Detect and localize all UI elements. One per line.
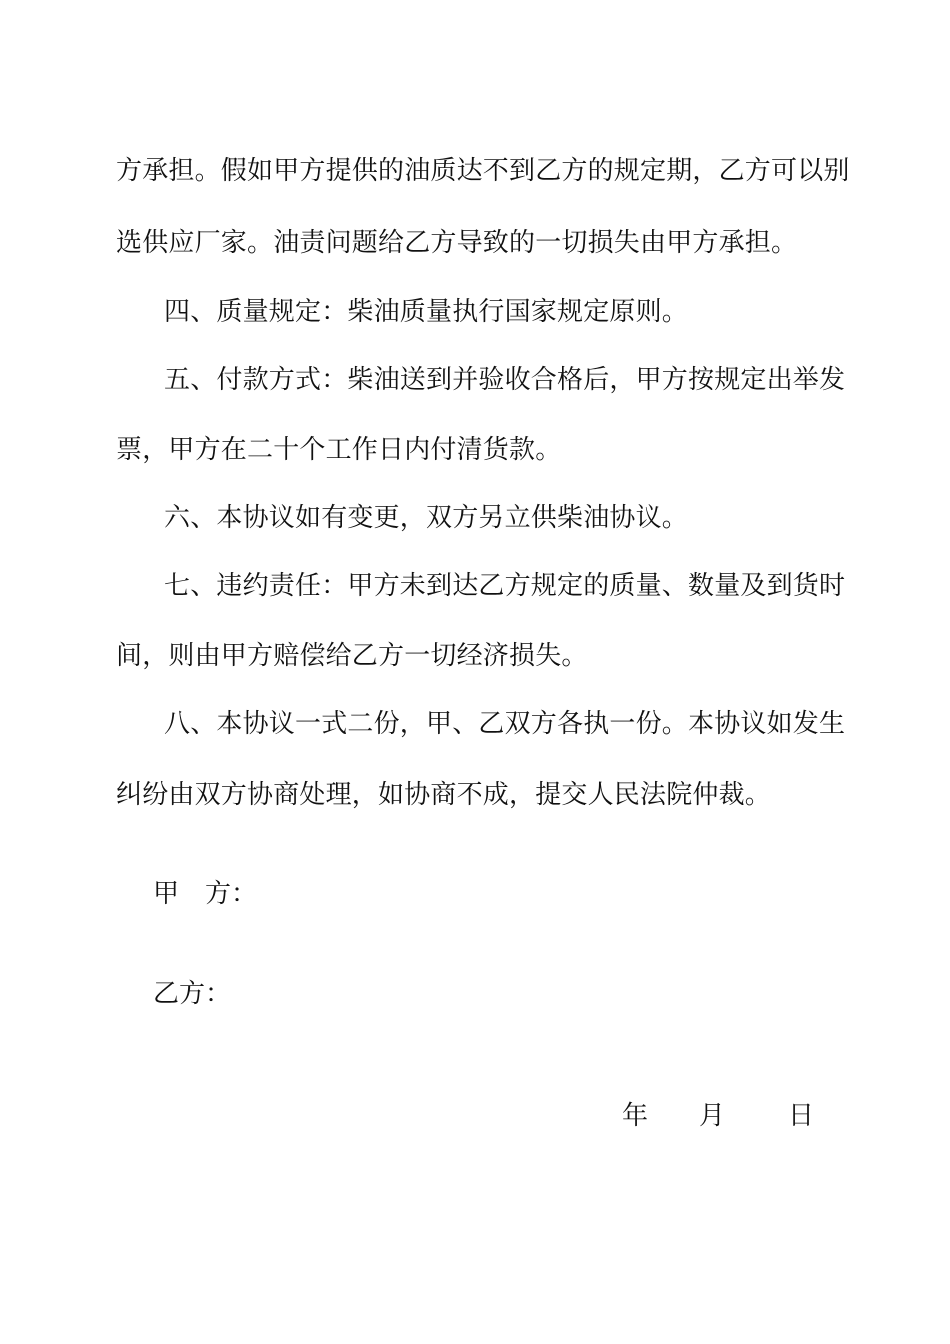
clause-payment: 五、付款方式：柴油送到并验收合格后，甲方按规定出举发 xyxy=(164,365,846,395)
party-a-signature-label: 甲 方： xyxy=(153,879,258,909)
paragraph-line: 选供应厂家。油责问题给乙方导致的一切损失由甲方承担。 xyxy=(116,228,798,258)
clause-quality: 四、质量规定：柴油质量执行国家规定原则。 xyxy=(164,297,689,327)
paragraph-line: 间，则由甲方赔偿给乙方一切经济损失。 xyxy=(116,641,588,671)
clause-breach: 七、违约责任：甲方未到达乙方规定的质量、数量及到货时 xyxy=(164,571,846,601)
paragraph-line: 纠纷由双方协商处理，如协商不成，提交人民法院仲裁。 xyxy=(116,780,772,810)
clause-copies: 八、本协议一式二份，甲、乙双方各执一份。本协议如发生 xyxy=(164,709,846,739)
party-b-signature-label: 乙方： xyxy=(153,979,232,1009)
clause-amendment: 六、本协议如有变更，双方另立供柴油协议。 xyxy=(164,503,689,533)
date-month-label: 月 xyxy=(699,1101,726,1131)
date-year-label: 年 xyxy=(622,1101,649,1131)
paragraph-line: 方承担。假如甲方提供的油质达不到乙方的规定期，乙方可以别 xyxy=(116,156,850,186)
paragraph-line: 票，甲方在二十个工作日内付清货款。 xyxy=(116,435,562,465)
date-day-label: 日 xyxy=(788,1101,815,1131)
